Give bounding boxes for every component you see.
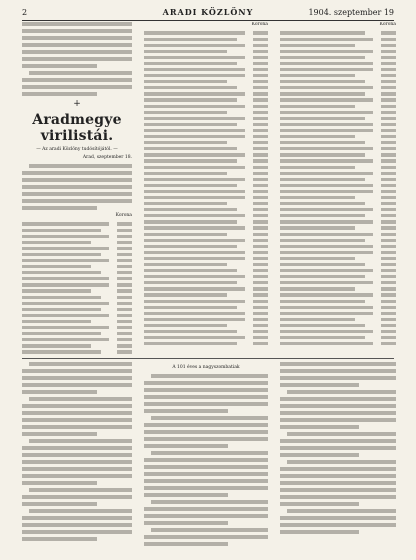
column-right-top [280, 22, 396, 356]
column-middle-top [144, 22, 268, 356]
list-column-header: Korona [379, 22, 396, 27]
taxpayer-list [22, 221, 132, 356]
section-separator: + [73, 99, 81, 109]
list-column-header: Korona [251, 22, 268, 27]
page-header [22, 7, 394, 21]
fold-divider [22, 358, 394, 359]
page-number: 2 [22, 8, 28, 17]
taxpayer-list [144, 30, 268, 347]
taxpayer-list [280, 30, 396, 347]
column-middle-bottom [144, 362, 268, 554]
article-subline: — Az aradi Közlöny tudósítójától. — [36, 147, 118, 152]
section-heading: A 101 éves a nagyszombatiak [172, 365, 240, 370]
article-dateline: Arad, szeptember 18. [82, 155, 132, 160]
column-right-bottom [280, 362, 396, 554]
column-left-bottom [22, 362, 132, 554]
newspaper-title: ARADI KÖZLÖNY [162, 7, 254, 17]
issue-date: 1904. szeptember 19 [308, 8, 394, 17]
list-column-header: Korona [115, 213, 132, 218]
article-headline: Aradmegye virilistái. [32, 112, 122, 144]
column-left-top [22, 22, 132, 356]
